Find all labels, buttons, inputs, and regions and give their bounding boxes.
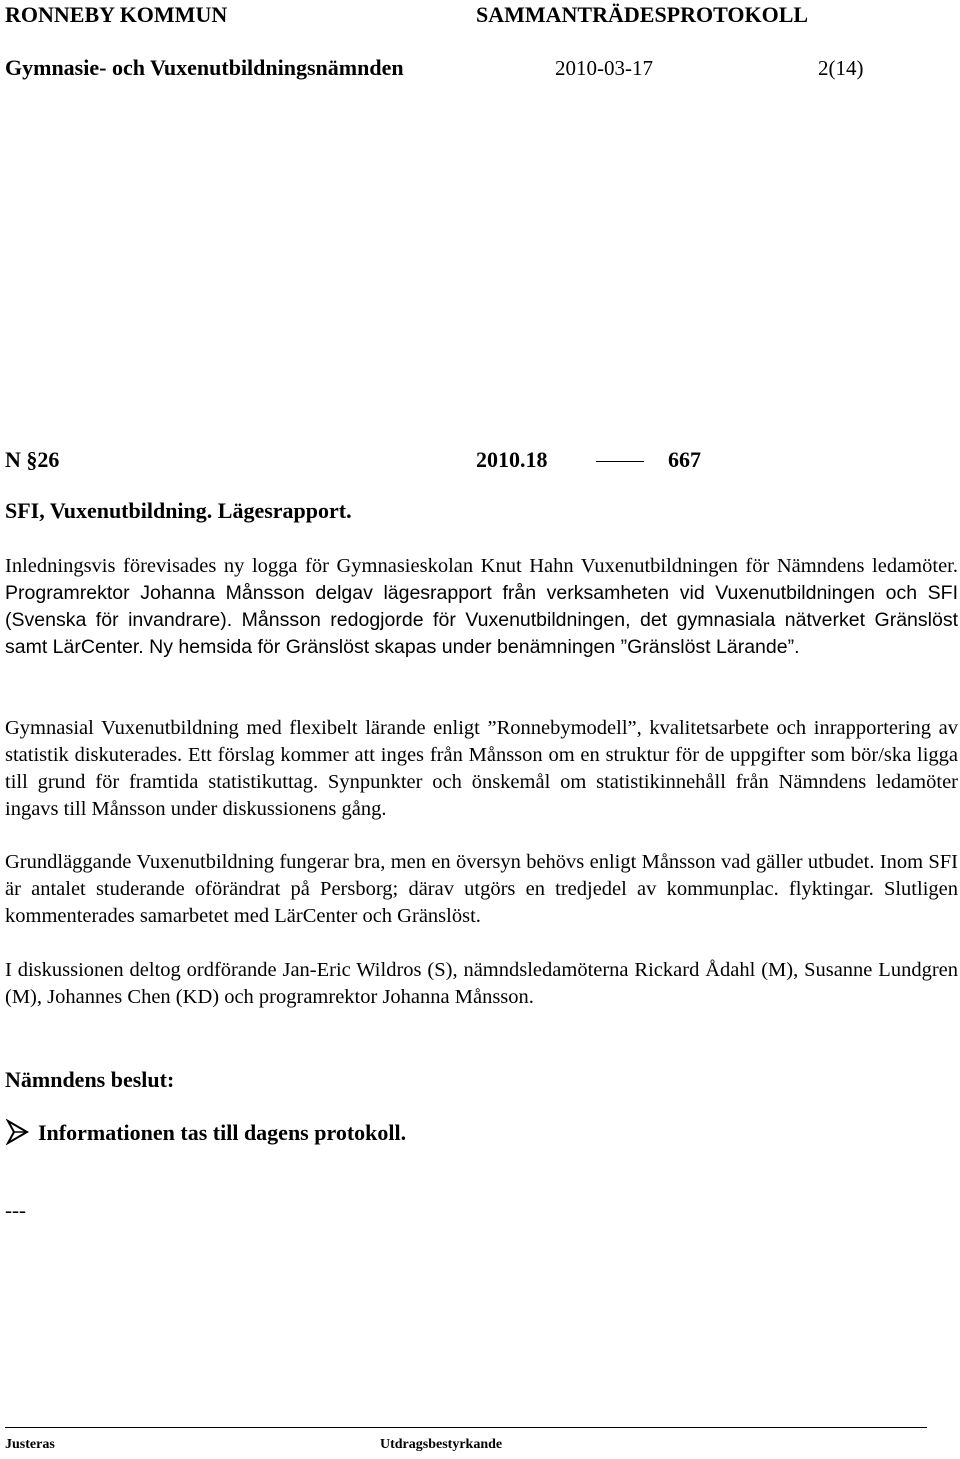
arrow-bullet-icon	[5, 1119, 31, 1145]
footer-justeras: Justeras	[5, 1437, 55, 1452]
dash-separator	[596, 461, 644, 462]
paragraph-participants: I diskussionen deltog ordförande Jan-Eric Wildros (S), nämndsledamöterna Rickard Ådahl (M), Susanne Lundgren (M), Johannes Chen (KD) och programrektor Johanna Månsson.	[5, 959, 958, 1008]
document-type: SAMMANTRÄDESPROTOKOLL	[476, 2, 809, 27]
paragraph-number: N §26	[5, 447, 60, 472]
case-number: 2010.18	[476, 447, 548, 472]
paragraph-grundlaggande: Grundläggande Vuxenutbildning fungerar bra, men en översyn behövs enligt Månsson vad gäller utbudet. Inom SFI är antalet studerande oförändrat på Persborg; därav utgörs en tredjedel av kommunplac. flyktingar. Slutligen kommenterades samarbetet med LärCenter och Gränslöst.	[5, 851, 958, 927]
footer-divider	[5, 1427, 927, 1428]
meeting-date: 2010-03-17	[555, 56, 653, 80]
page-number: 2(14)	[818, 56, 864, 80]
paragraph-intro-part1: Inledningsvis förevisades ny logga för Gymnasieskolan Knut Hahn Vuxenutbildningen för Nämndens ledamöter.	[5, 555, 958, 577]
reference-number: 667	[668, 447, 701, 472]
decision-heading: Nämndens beslut:	[5, 1067, 175, 1092]
paragraph-gymnasial: Gymnasial Vuxenutbildning med flexibelt lärande enligt ”Ronnebymodell”, kvalitetsarbete och inrapportering av statistik diskuterades. Ett förslag kommer att inges från Månsson om en struktur för de uppgifter som bör/ska ligga till grund för framtida statistikuttag. Synpunkter och önskemål om statistikinnehåll från Nämndens ledamöter ingavs till Månsson under diskussionens gång.	[5, 717, 958, 820]
decision-item: Informationen tas till dagens protokoll.	[38, 1120, 407, 1145]
end-separator: ---	[5, 1198, 26, 1222]
footer-utdragsbestyrkande: Utdragsbestyrkande	[380, 1437, 503, 1452]
section-title: SFI, Vuxenutbildning. Lägesrapport.	[5, 498, 352, 523]
committee-name: Gymnasie- och Vuxenutbildningsnämnden	[5, 55, 404, 80]
paragraph-intro-part2: Programrektor Johanna Månsson delgav lägesrapport från verksamheten vid Vuxenutbildningen och SFI (Svenska för invandrare). Månsson redogjorde för Vuxenutbildningen, det gymnasiala nätverket Gränslöst samt LärCenter. Ny hemsida för Gränslöst skapas under benämningen ”Gränslöst Lärande”.	[5, 582, 958, 658]
paragraph-intro	[5, 553, 958, 661]
municipality-name: RONNEBY KOMMUN	[5, 2, 228, 27]
